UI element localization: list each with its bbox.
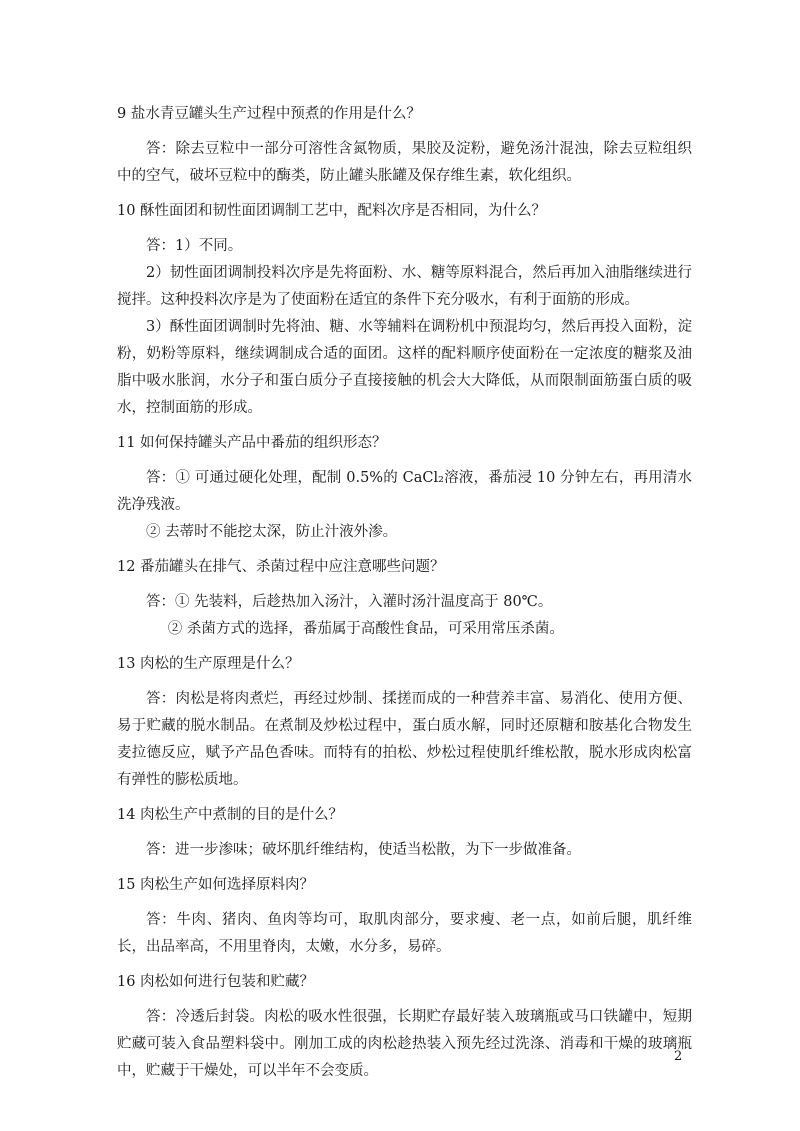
page-number: 2 bbox=[674, 1049, 683, 1064]
answer-paragraph: 答：肉松是将肉煮烂，再经过炒制、揉搓而成的一种营养丰富、易消化、使用方便、易于贮藏的脱水制品。在煮制及炒松过程中，蛋白质水解，同时还原糖和胺基化合物发生麦拉德反应，赋予产品色香味。而特有的拍松、炒松过程使肌纤维松散，脱水形成肉松富有弹性的膨松质地。 bbox=[117, 691, 692, 788]
answer-paragraph: 3）酥性面团调制时先将油、糖、水等辅料在调粉机中预混均匀，然后再投入面粉，淀粉，奶粉等原料，继续调制成合适的面团。这样的配料顺序使面粉在一定浓度的糖浆及油脂中吸水胀润，水分子和蛋白质分子直接接触的机会大大降低，从而限制面筋蛋白质的吸水，控制面筋的形成。 bbox=[117, 319, 692, 416]
question: 16 肉松如何进行包装和贮藏？ bbox=[117, 974, 315, 990]
question: 10 酥性面团和韧性面团调制工艺中，配料次序是否相同，为什么？ bbox=[117, 203, 547, 219]
answer bbox=[117, 837, 692, 864]
answer-paragraph: 答：① 先装料，后趁热加入汤汁，入灌时汤汁温度高于 80℃。 bbox=[146, 594, 553, 610]
answer-paragraph: 答：除去豆粒中一部分可溶性含氮物质，果胶及淀粉，避免汤汁混浊，除去豆粒组织中的空气，破坏豆粒中的酶类，防止罐头胀罐及保存维生素，软化组织。 bbox=[117, 141, 692, 184]
question: 15 肉松生产如何选择原料肉？ bbox=[117, 877, 315, 893]
answer bbox=[117, 136, 692, 190]
answer bbox=[117, 686, 692, 794]
answer bbox=[117, 465, 692, 546]
answer bbox=[117, 589, 692, 643]
answer-paragraph: ② 去蒂时不能挖太深，防止汁液外渗。 bbox=[146, 524, 398, 540]
answer-paragraph: 答：牛肉、猪肉、鱼肉等均可，取肌肉部分，要求瘦、老一点，如前后腿，肌纤维长，出品率高，不用里脊肉，太嫩，水分多，易碎。 bbox=[117, 912, 692, 955]
answer-paragraph: 答：1）不同。 bbox=[146, 238, 243, 254]
question: 14 肉松生产中煮制的目的是什么？ bbox=[117, 807, 344, 823]
answer-paragraph: ② 杀菌方式的选择，番茄属于高酸性食品，可采用常压杀菌。 bbox=[167, 621, 564, 637]
question: 11 如何保持罐头产品中番茄的组织形态？ bbox=[117, 435, 387, 451]
answer-paragraph: 答：① 可通过硬化处理，配制 0.5%的 CaCl₂溶液，番茄浸 10 分钟左右，再用清水洗净残液。 bbox=[117, 470, 692, 513]
answer bbox=[117, 1004, 692, 1085]
answer bbox=[117, 233, 692, 422]
question: 12 番茄罐头在排气、杀菌过程中应注意哪些问题？ bbox=[117, 559, 445, 575]
answer bbox=[117, 907, 692, 961]
question: 13 肉松的生产原理是什么？ bbox=[117, 656, 300, 672]
answer-paragraph: 答：进一步渗味；破坏肌纤维结构，使适当松散，为下一步做准备。 bbox=[146, 842, 581, 858]
answer-paragraph: 答：冷透后封袋。肉松的吸水性很强，长期贮存最好装入玻璃瓶或马口铁罐中，短期贮藏可装入食品塑料袋中。刚加工成的肉松趁热装入预先经过洗涤、消毒和干燥的玻璃瓶中，贮藏于干燥处，可以半年不会变质。 bbox=[117, 1009, 692, 1079]
question: 9 盐水青豆罐头生产过程中预煮的作用是什么？ bbox=[117, 106, 421, 122]
answer-paragraph: 2）韧性面团调制投料次序是先将面粉、水、糖等原料混合，然后再加入油脂继续进行搅拌。这种投料次序是为了使面粉在适宜的条件下充分吸水，有利于面筋的形成。 bbox=[117, 265, 692, 308]
qa-list bbox=[117, 103, 692, 1095]
